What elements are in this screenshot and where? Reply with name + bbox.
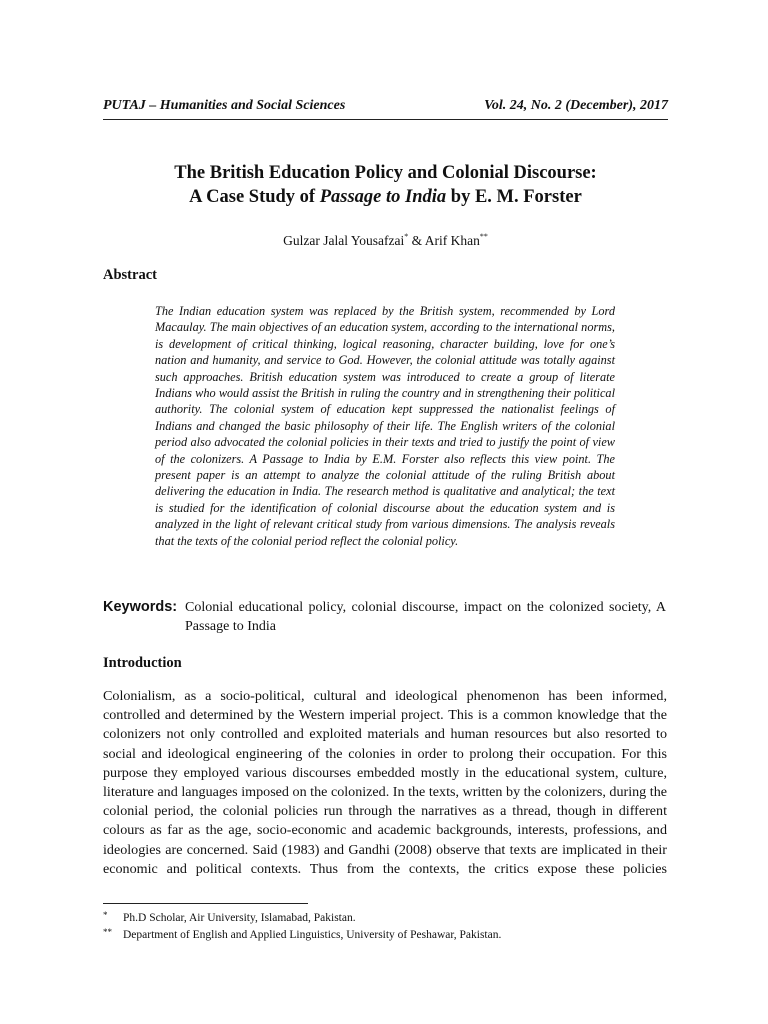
author-2-footnote-mark: ** bbox=[479, 232, 488, 241]
introduction-heading: Introduction bbox=[103, 655, 182, 671]
title-prefix: A Case Study of bbox=[189, 187, 320, 207]
running-header bbox=[103, 97, 668, 115]
footnote-1-text: Ph.D Scholar, Air University, Islamabad, Pakistan. bbox=[123, 912, 356, 924]
author-1: Gulzar Jalal Yousafzai bbox=[283, 233, 405, 248]
author-2: Arif Khan bbox=[424, 233, 480, 248]
title-line-1: The British Education Policy and Colonial Discourse: bbox=[174, 163, 597, 183]
author-separator: & bbox=[408, 233, 425, 248]
abstract-heading: Abstract bbox=[103, 267, 157, 283]
introduction-text: Colonialism, as a socio-political, cultural and ideological phenomenon has been informed, controlled and determined by the Western imperial project. This is a common knowledge that the colonizers not only controlled and exploited materials and human resources but also resorted to social and ideological engineering of the colonies in order to prolong their occupation. For this purpose they employed various discourses embedded mostly in the educational system, culture, literature and languages imposed on the colonized. In the texts, written by the colonizers, during the colonial period, the colonial policies run through the narratives as a thread, though in different colours as far as the age, socio-economic and academic backgrounds, interests, professions, and ideologies are concerned. Said (1983) and Gandhi (2008) observe that texts are implicated in their economic and political contexts. Thus from the contexts, the critics expose these policies bbox=[103, 688, 667, 877]
footnote-rule bbox=[103, 903, 308, 904]
journal-name: PUTAJ – Humanities and Social Sciences bbox=[103, 98, 346, 113]
footnote-1-mark: * bbox=[103, 910, 108, 920]
paper-title bbox=[103, 161, 668, 209]
footnote-2 bbox=[103, 928, 668, 943]
footnote-1 bbox=[103, 911, 668, 926]
header-rule bbox=[103, 119, 668, 120]
volume-info: Vol. 24, No. 2 (December), 2017 bbox=[484, 98, 668, 113]
title-book-name: Passage to India bbox=[319, 187, 447, 207]
keywords-label: Keywords: bbox=[103, 599, 178, 615]
title-line-2 bbox=[103, 185, 668, 209]
keywords-block bbox=[103, 598, 666, 636]
author-1-footnote-mark: * bbox=[404, 232, 409, 241]
footnote-2-mark: ** bbox=[103, 927, 112, 937]
abstract-text: The Indian education system was replaced by the British system, recommended by Lord Macaulay. The main objectives of an education system, according to the international norms, is development of critical thinking, logical reasoning, character building, love for one’s nation and humanity, and service to God. However, the colonial attitude was totally against such approaches. British education system was introduced to create a group of literate Indians who would assist the British in ruling the country and in strengthening their political authority. The colonial system of education kept suppressed the nationalist feelings of Indians and changed the basic philosophy of their life. The English writers of the colonial period also advocated the colonial policies in their texts and tried to justify the point of view of the colonizers. A Passage to India by E.M. Forster also reflects this view point. The present paper is an attempt to analyze the colonial attitude of the ruling British about delivering the education in India. The research method is qualitative and analytical; the text is studied for the identification of colonial discourse about the education system and is analyzed in the light of relevant critical study from various dimensions. The analysis reveals that the texts of the colonial period reflect the colonial policy. bbox=[155, 304, 615, 548]
title-suffix: by E. M. Forster bbox=[446, 187, 582, 207]
keywords-text: Colonial educational policy, colonial discourse, impact on the colonized society, A Passage to India bbox=[185, 600, 666, 634]
author-line bbox=[103, 232, 668, 250]
footnote-2-text: Department of English and Applied Linguistics, University of Peshawar, Pakistan. bbox=[123, 929, 502, 941]
